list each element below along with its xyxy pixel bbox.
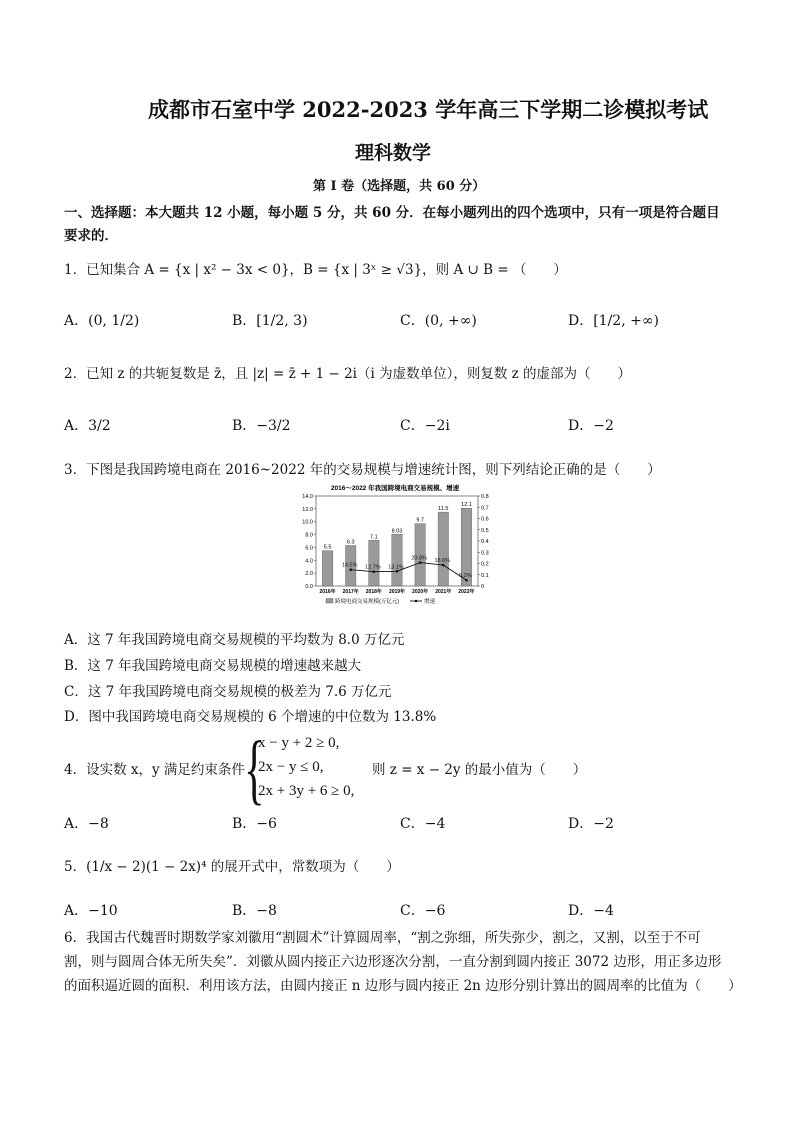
legend-line-marker	[415, 600, 418, 603]
legend-line-label: 增速	[424, 599, 436, 605]
growth-point	[396, 570, 399, 573]
right-tick-label: 0.2	[481, 561, 489, 568]
growth-label: 13.1%	[388, 564, 404, 571]
q3-option-c: C．这 7 年我国跨境电商交易规模的极差为 7.6 万亿元	[64, 684, 392, 700]
growth-point	[373, 570, 376, 573]
system-brace: {	[244, 725, 265, 812]
right-tick-label: 0.1	[481, 572, 489, 579]
q4-option-b: B．−6	[232, 816, 277, 832]
x-tick-label: 2017年	[342, 589, 359, 595]
growth-label: 12.7%	[365, 564, 381, 571]
bar-label: 12.1	[461, 502, 472, 509]
growth-point	[419, 561, 422, 564]
q3-option-d: D．图中我国跨境电商交易规模的 6 个增速的中位数为 13.8%	[64, 709, 437, 725]
chart-title: 2016～2022 年我国跨境电商交易规模、增速	[330, 485, 460, 492]
bar	[438, 512, 448, 586]
q4-option-c: C．−4	[400, 816, 446, 832]
q2-option-d: D．−2	[568, 418, 614, 434]
q5-option-b: B．−8	[232, 903, 277, 919]
bar-label: 9.7	[416, 517, 424, 524]
x-tick-label: 2021年	[435, 589, 452, 595]
x-tick-label: 2016年	[319, 589, 336, 595]
legend-bar-swatch	[326, 599, 333, 604]
left-tick-label: 8.0	[305, 532, 313, 539]
trade-chart	[292, 482, 498, 612]
left-tick-label: 12.0	[302, 506, 313, 513]
legend-bar-label: 跨境电商交易规模(万亿元)	[335, 599, 400, 605]
q3-option-a: A．这 7 年我国跨境电商交易规模的平均数为 8.0 万亿元	[64, 632, 405, 648]
x-tick-label: 2018年	[365, 589, 382, 595]
growth-label: 14.5%	[341, 562, 358, 569]
q2-option-a: A．3/2	[64, 418, 111, 434]
left-tick-label: 0.0	[305, 584, 313, 590]
q4-option-a: A．−8	[64, 816, 109, 832]
right-tick-label: 0.5	[481, 527, 489, 534]
q6-line-1: 6．我国古代魏晋时期数学家刘徽用“割圆术”计算圆周率，“割之弥细，所失弥少，割之，又割，以至于不可	[64, 930, 701, 946]
bar-label: 11.5	[438, 506, 449, 513]
q5-option-a: A．−10	[64, 903, 118, 919]
q5-option-c: C．−6	[400, 903, 446, 919]
right-tick-label: 0.6	[481, 516, 489, 523]
q1-option-c: C．(0, +∞)	[400, 313, 477, 329]
q5-option-d: D．−4	[568, 903, 614, 919]
bar-label: 8.03	[391, 528, 403, 535]
growth-label: 5.2%	[459, 573, 472, 580]
q3-stem: 3．下图是我国跨境电商在 2016~2022 年的交易规模与增速统计图，则下列结论正确的是（ ）	[64, 462, 661, 478]
q3-option-b: B．这 7 年我国跨境电商交易规模的增速越来越大	[64, 658, 362, 674]
q2-option-b: B．−3/2	[232, 418, 291, 434]
q1-option-b: B．[1/2, 3)	[232, 313, 308, 329]
instruction-line-2: 要求的．	[64, 228, 118, 244]
x-tick-label: 2020年	[412, 589, 429, 595]
bar-label: 7.1	[370, 534, 378, 541]
left-tick-label: 6.0	[305, 545, 313, 552]
q2-stem: 2．已知 z 的共轭复数是 z̄，且 |z| = z̄ + 1 − 2i（i 为虚数单位），则复数 z 的虚部为（ ）	[64, 366, 632, 382]
q1-option-d: D．[1/2, +∞)	[568, 313, 659, 329]
right-tick-label: 0.7	[481, 505, 489, 512]
q4-suffix: 则 z = x − 2y 的最小值为（ ）	[372, 762, 587, 778]
instruction-line-1: 一、选择题：本大题共 12 小题，每小题 5 分，共 60 分．在每小题列出的四个选项中，只有一项是符合题目	[64, 205, 720, 221]
x-tick-label: 2022年	[458, 589, 475, 595]
q6-line-2: 割，则与圆周合体无所失矣”．刘徽从圆内接正六边形逐次分割，一直分割到圆内接正 3072 边形，用正多边形	[64, 954, 722, 970]
right-tick-label: 0	[481, 584, 485, 590]
growth-label: 20.8%	[411, 555, 427, 562]
constraint-2: 2x − y ≤ 0,	[258, 759, 324, 775]
growth-point	[465, 579, 468, 582]
q1-stem: 1．已知集合 A = {x | x² − 3x < 0}，B = {x | 3ˣ ≥ √3}，则 A ∪ B = （ ）	[64, 262, 567, 278]
subject-title: 理科数学	[355, 142, 432, 164]
q2-option-c: C．−2i	[400, 418, 450, 434]
bar	[392, 534, 402, 586]
bar-label: 5.5	[323, 544, 332, 551]
left-tick-label: 10.0	[302, 519, 313, 526]
exam-title: 成都市石室中学 2022-2023 学年高三下学期二诊模拟考试	[148, 97, 709, 122]
right-tick-label: 0.4	[481, 539, 489, 545]
q4-option-d: D．−2	[568, 816, 614, 832]
growth-label: 18.6%	[434, 558, 451, 565]
growth-point	[349, 568, 352, 571]
constraint-1: x − y + 2 ≥ 0,	[258, 735, 340, 751]
section-heading: 第 I 卷（选择题，共 60 分）	[313, 179, 486, 194]
left-tick-label: 14.0	[302, 494, 313, 500]
q1-option-a: A．(0, 1/2)	[64, 313, 140, 329]
right-tick-label: 0.8	[481, 494, 489, 500]
growth-point	[442, 564, 445, 567]
q4-prefix: 4．设实数 x，y 满足约束条件	[64, 762, 245, 778]
q5-stem: 5．(1/x − 2)(1 − 2x)⁴ 的展开式中，常数项为（ ）	[64, 859, 400, 875]
bar-label: 6.3	[346, 539, 355, 546]
q6-line-3: 的面积逼近圆的面积．利用该方法，由圆内接正 n 边形与圆内接正 2n 边形分别计算出的圆周率的比值为（ ）	[64, 978, 742, 994]
constraint-3: 2x + 3y + 6 ≥ 0,	[258, 783, 355, 799]
x-tick-label: 2019年	[388, 589, 406, 595]
right-tick-label: 0.3	[481, 550, 489, 557]
bar	[369, 540, 379, 586]
left-tick-label: 4.0	[305, 558, 313, 565]
bar	[322, 551, 332, 586]
left-tick-label: 2.0	[305, 571, 313, 578]
